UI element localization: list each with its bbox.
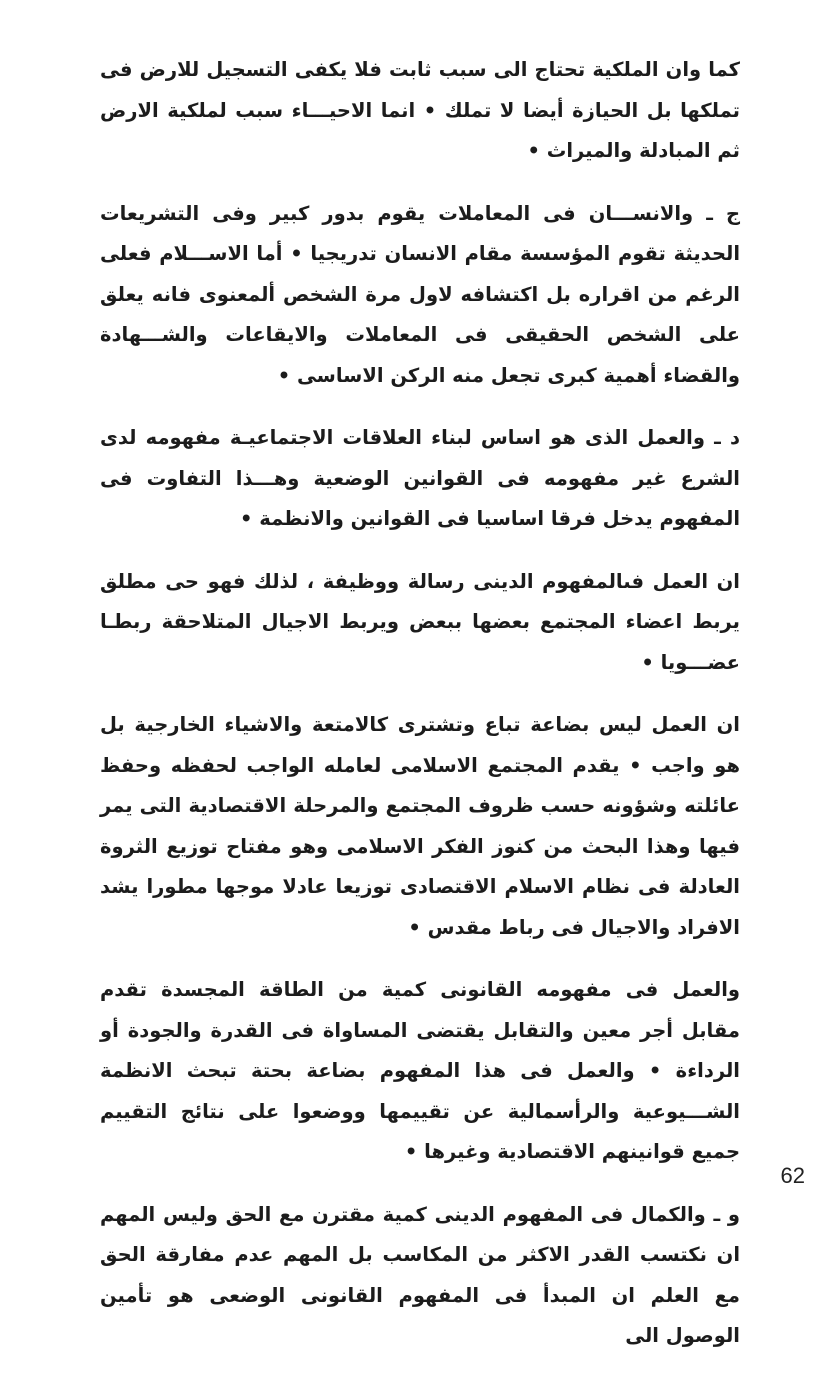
paragraph-human-role: ج ـ والانســـان فى المعاملات يقوم بدور كبير وفى التشريعات الحديثة تقوم المؤسسة مقام الانسان تدريجيا • أما الاســـلام فعلى الرغم من اقراره بل اكتشافه لاول مرة الشخص ألمعنوى فانه يعلق على الشخص الحقيقى فى المعاملات والايقاعات والشـــهادة والقضاء أهمية كبرى تجعل منه الركن الاساسى •: [100, 201, 740, 387]
paragraph-work-duty: ان العمل ليس بضاعة تباع وتشترى كالامتعة والاشياء الخارجية بل هو واجب • يقدم المجتمع الاسلامى لعامله الواجب لحفظه وحفظ عائلته وشؤونه حسب ظروف المجتمع والمرحلة الاقتصادية التى يمر فيها وهذا البحث من كنوز الفكر الاسلامى وهو مفتاح توزيع الثروة العادلة فى نظام الاسلام الاقتصادى توزيعا عادلا موجها مطورا يشد الافراد والاجيال فى رباط مقدس •: [100, 713, 740, 939]
paragraph-work-legal: والعمل فى مفهومه القانونى كمية من الطاقة المجسدة تقدم مقابل أجر معين والتقابل يقتضى المساواة فى القدرة والجودة أو الرداءة • والعمل فى هذا المفهوم بضاعة بحتة تبحث الانظمة الشـــيوعية والرأسمالية عن تقييمها ووضعوا على نتائج التقييم جميع قوانينهم الاقتصادية وغيرها •: [100, 978, 740, 1163]
paragraph-perfection: و ـ والكمال فى المفهوم الدينى كمية مقترن مع الحق وليس المهم ان نكتسب القدر الاكثر من المكاسب بل المهم عدم مفارقة الحق مع العلم ان المبدأ فى المفهوم القانونى الوضعى هو تأمين الوصول الى: [100, 1202, 740, 1347]
paragraph-work-mission: ان العمل فىالمفهوم الدينى رسالة ووظيفة ، لذلك فهو حى مطلق يربط اعضاء المجتمع بعضها ببعض ويربط الاجيال المتلاحقة ربطـا عضـــويا •: [100, 569, 740, 674]
page-body: [100, 50, 740, 1379]
paragraph-ownership: كما وان الملكية تحتاج الى سبب ثابت فلا يكفى التسجيل للارض فى تملكها بل الحيازة أيضا لا تملك • انما الاحيـــاء سبب لملكية الارض ثم المبادلة والميراث •: [100, 58, 740, 162]
paragraph-work-concept: د ـ والعمل الذى هو اساس لبناء العلاقات الاجتماعيـة مفهومه لدى الشرع غير مفهومه فى القوانين الوضعية وهـــذا التفاوت فى المفهوم يدخل فرقا اساسيا فى القوانين والانظمة •: [100, 426, 740, 530]
page-number: 62: [780, 1163, 805, 1188]
